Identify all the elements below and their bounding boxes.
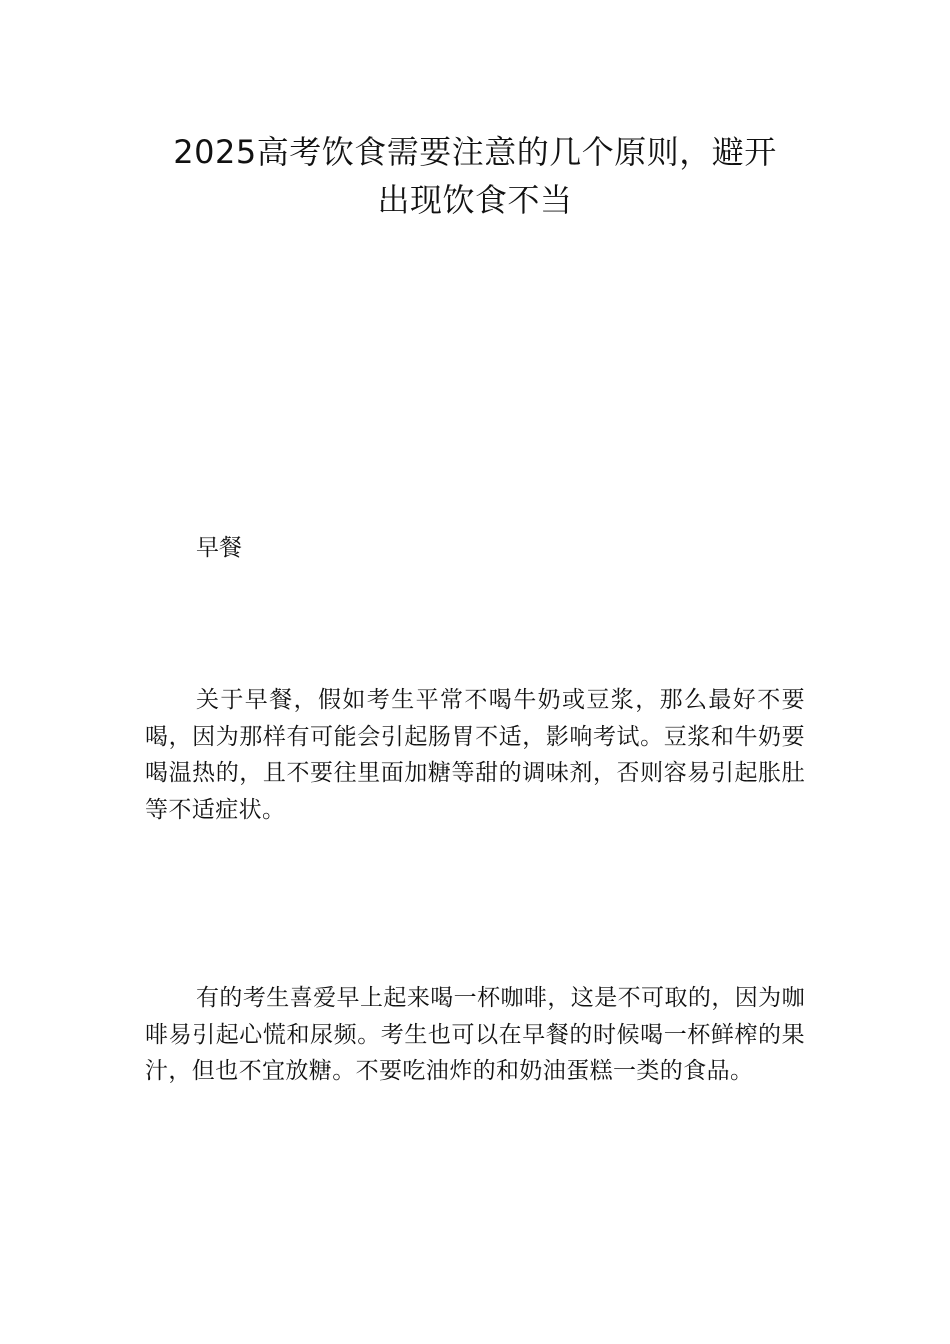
document-title-line-1: 2025高考饮食需要注意的几个原则，避开 (173, 133, 777, 171)
paragraph-coffee-juice: 有的考生喜爱早上起来喝一杯咖啡，这是不可取的，因为咖啡易引起心慌和尿频。考生也可以在早餐的时候喝一杯鲜榨的果汁，但也不宜放糖。不要吃油炸的和奶油蛋糕一类的食品。 (145, 985, 805, 1084)
paragraph-milk-soymilk: 关于早餐，假如考生平常不喝牛奶或豆浆，那么最好不要喝，因为那样有可能会引起肠胃不适，影响考试。豆浆和牛奶要喝温热的，且不要往里面加糖等甜的调味剂，否则容易引起胀肚等不适症状。 (145, 687, 805, 823)
section-heading-breakfast: 早餐 (196, 535, 242, 561)
document-title-line-2: 出现饮食不当 (377, 181, 573, 219)
document-title (145, 128, 805, 224)
